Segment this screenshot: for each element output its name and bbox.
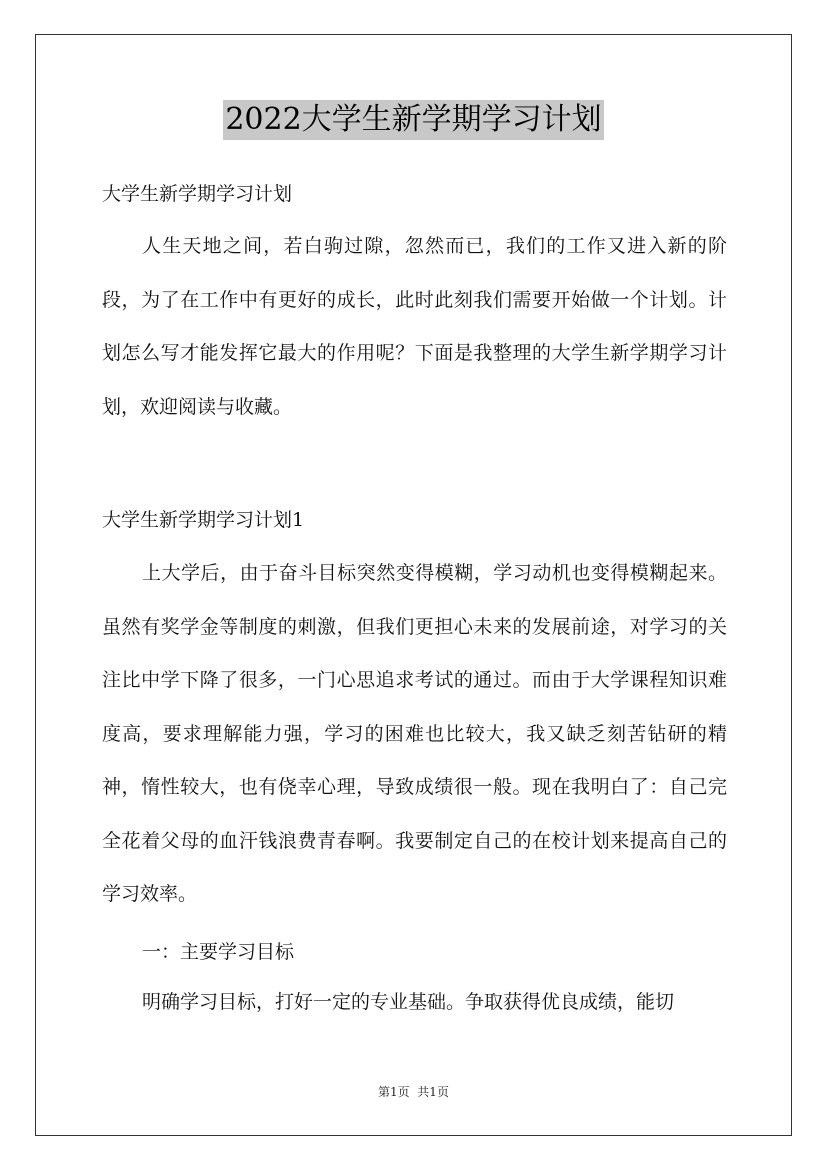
- intro-paragraph: 人生天地之间，若白驹过隙，忽然而已，我们的工作又进入新的阶段，为了在工作中有更好的成长，此时此刻我们需要开始做一个计划。计划怎么写才能发挥它最大的作用呢？下面是我整理的大学生新学期学习计划，欢迎阅读与收藏。: [102, 235, 727, 418]
- document-subtitle: 大学生新学期学习计划: [102, 183, 293, 205]
- document-title-text: 2022大学生新学期学习计划: [223, 100, 603, 140]
- section-1-heading: 大学生新学期学习计划1: [102, 509, 305, 531]
- goal-heading: 一：主要学习目标: [142, 941, 295, 963]
- section-1-paragraph: 上大学后，由于奋斗目标突然变得模糊，学习动机也变得模糊起来。虽然有奖学金等制度的刺激，但我们更担心未来的发展前途，对学习的关注比中学下降了很多，一门心思追求考试的通过。而由于大学课程知识难度高，要求理解能力强，学习的困难也比较大，我又缺乏刻苦钻研的精神，惰性较大，也有侥幸心理，导致成绩很一般。现在我明白了：自己完全花着父母的血汗钱浪费青春啊。我要制定自己的在校计划来提高自己的学习效率。: [102, 562, 727, 905]
- goal-paragraph: 明确学习目标，打好一定的专业基础。争取获得优良成绩，能切: [142, 991, 675, 1013]
- page-footer: 第1页 共1页: [378, 1085, 449, 1099]
- document-title: [0, 100, 827, 145]
